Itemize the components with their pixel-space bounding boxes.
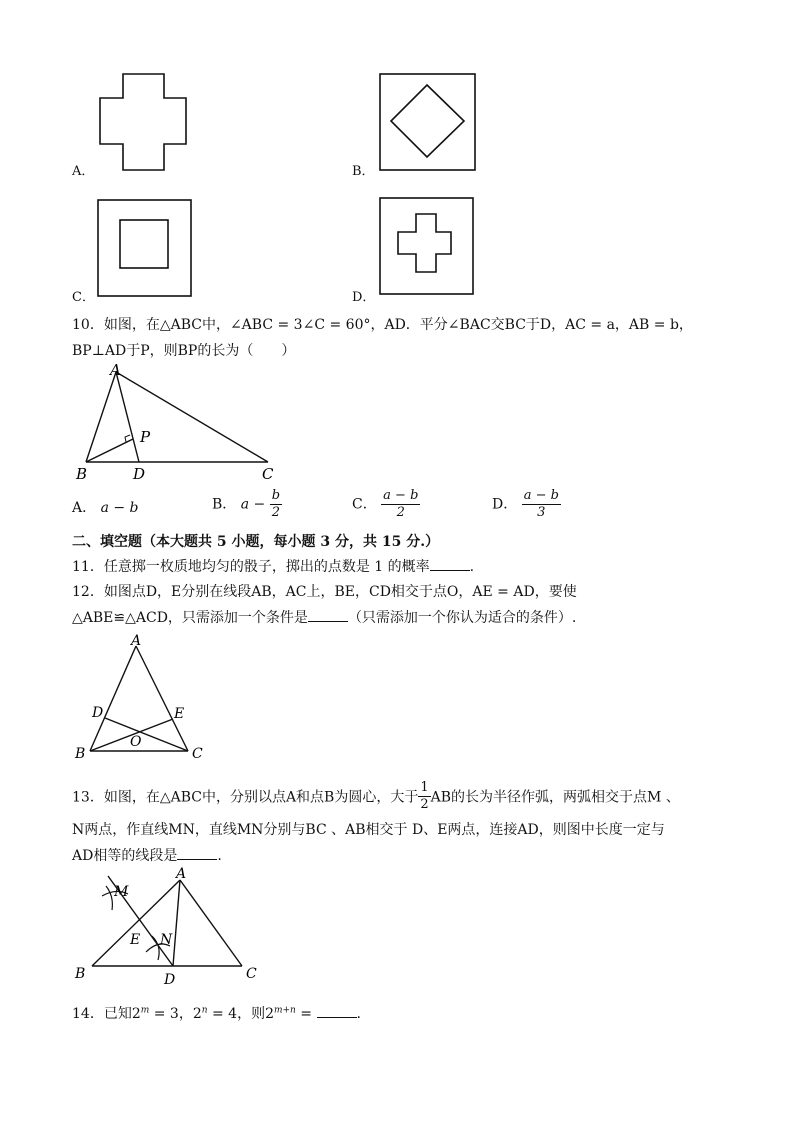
q10-label-D: D	[133, 465, 146, 483]
q9-figure-d	[378, 196, 478, 298]
q11-text: 11．任意掷一枚质地均匀的骰子，掷出的点数是 1 的概率 .	[72, 559, 475, 575]
section2-title: 二、填空题（本大题共 5 小题，每小题 3 分，共 15 分.）	[72, 534, 440, 550]
q13-label-E: E	[130, 932, 141, 948]
q12-label-C: C	[192, 746, 203, 762]
q11-answer-blank[interactable]	[430, 558, 470, 571]
q13-label-D: D	[164, 972, 176, 988]
q12-label-A: A	[131, 634, 142, 649]
q12-answer-blank[interactable]	[308, 609, 348, 622]
q13-label-B: B	[75, 966, 86, 982]
q9-figure-c	[96, 198, 194, 298]
q10-option-b: B． a − $\frac{b}{2}$	[212, 488, 281, 520]
q12-text-line1: 12．如图点D，E分别在线段AB，AC上，BE，CD相交于点O，AE = AD，要使	[72, 584, 577, 600]
q13-label-A: A	[176, 866, 187, 882]
q13-label-N: N	[160, 932, 173, 948]
q13-text-line1: 13．如图，在△ABC中，分别以点A和点B为圆心，大于 $\frac{1}{2}$ AB的长为半径作弧，两弧相交于点M 、	[72, 780, 680, 812]
q12-label-B: B	[75, 746, 86, 762]
q14-answer-blank[interactable]	[317, 1005, 357, 1018]
q10-figure	[72, 362, 282, 484]
q10-label-C: C	[262, 465, 274, 483]
q12-text-line2: △ABE≌△ACD，只需添加一个条件是 （只需添加一个你认为适合的条件）.	[72, 610, 577, 626]
q10-text-line2: BP⊥AD于P，则BP的长为（ ）	[72, 343, 296, 359]
q10-option-c: C． $\frac{a - b}{2}$	[352, 488, 419, 520]
q12-label-O: O	[130, 734, 142, 750]
q9-option-d-label: D．	[352, 290, 376, 305]
q12-label-D: D	[92, 705, 104, 721]
q9-figure-b	[378, 72, 478, 172]
q9-figure-a	[98, 72, 188, 172]
q10-label-P: P	[140, 428, 151, 446]
q10-label-B: B	[76, 465, 88, 483]
q13-text-line3: AD相等的线段是 .	[72, 848, 222, 864]
q10-option-d: D． $\frac{a - b}{3}$	[492, 488, 559, 520]
q12-label-E: E	[174, 706, 185, 722]
q10-text-line1: 10．如图，在△ABC中，∠ABC = 3∠C = 60°，AD．平分∠BAC交BC于D，AC = a，AB = b，	[72, 317, 693, 333]
q14-text: 14．已知$2^m = 3$，$2^n = 4$，则$2^{m+n}$ = .	[72, 1005, 361, 1022]
q9-option-a-label: A．	[72, 164, 95, 179]
q10-label-A: A	[110, 362, 121, 379]
q13-figure	[72, 866, 272, 990]
q13-label-C: C	[246, 966, 257, 982]
q12-figure	[72, 634, 212, 764]
q13-label-M: M	[114, 884, 129, 900]
q10-option-a: A． a − b	[72, 500, 139, 516]
q13-text-line2: N两点，作直线MN，直线MN分别与BC 、AB相交于 D、E两点，连接AD，则图中长度一定与	[72, 822, 665, 838]
q9-option-c-label: C．	[72, 290, 95, 305]
q13-answer-blank[interactable]	[177, 847, 217, 860]
q9-option-b-label: B．	[352, 164, 375, 179]
